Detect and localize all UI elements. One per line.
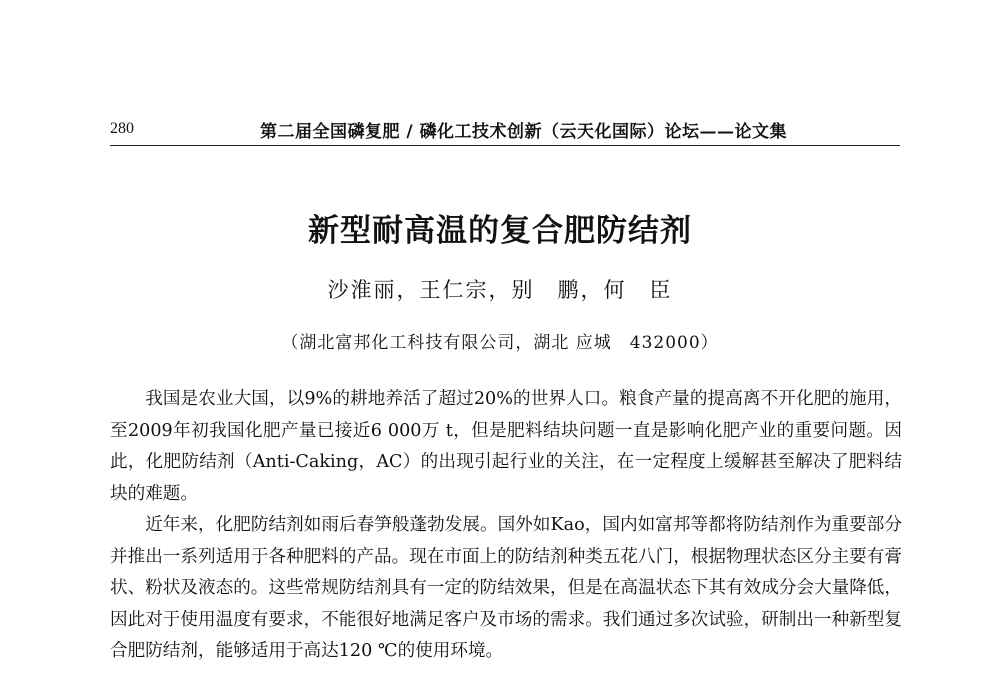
- publication-title: 第二届全国磷复肥 / 磷化工技术创新（云天化国际）论坛——论文集: [260, 122, 788, 142]
- body-paragraph-1: 我国是农业大国，以9%的耕地养活了超过20%的世界人口。粮食产量的提高离不开化肥的施用，至2009年初我国化肥产量已接近6 000万 t，但是肥料结块问题一直是影响化肥产业的重要问题。因此，化肥防结剂（Anti-Caking，AC）的出现引起行业的关注，在一定程度上缓解甚至解决了肥料结块的难题。: [110, 389, 902, 504]
- page-number: 280: [110, 120, 134, 137]
- body-paragraph-2: 近年来，化肥防结剂如雨后春笋般蓬勃发展。国外如Kao，国内如富邦等都将防结剂作为重要部分并推出一系列适用于各种肥料的产品。现在市面上的防结剂种类五花八门，根据物理状态区分主要有膏状、粉状及液态的。这些常规防结剂具有一定的防结效果，但是在高温状态下其有效成分会大量降低，因此对于使用温度有要求，不能很好地满足客户及市场的需求。我们通过多次试验，研制出一种新型复合肥防结剂，能够适用于高达120 ℃的使用环境。: [110, 515, 902, 661]
- running-header: [110, 117, 900, 143]
- header-divider: [110, 145, 900, 146]
- article-body: [110, 384, 902, 668]
- article-affiliation: （湖北富邦化工科技有限公司，湖北 应城 432000）: [281, 333, 719, 353]
- article-authors: 沙淮丽，王仁宗，别 鹏，何 臣: [327, 278, 673, 302]
- article-title: 新型耐高温的复合肥防结剂: [308, 213, 692, 249]
